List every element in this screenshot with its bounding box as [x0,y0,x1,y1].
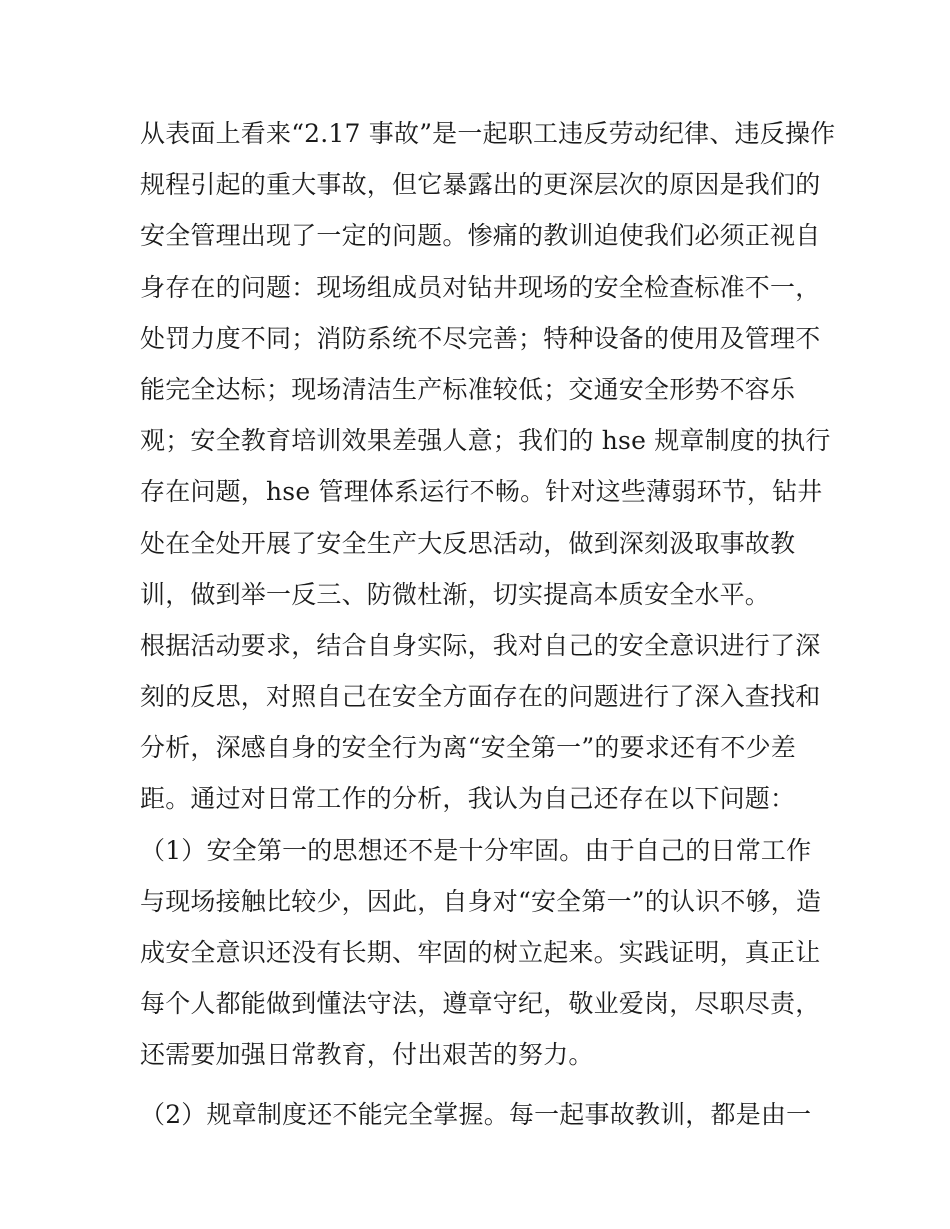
text-line: 距。通过对日常工作的分析，我认为自己还存在以下问题： [140,784,796,814]
text-line: 身存在的问题：现场组成员对钻井现场的安全检查标准不一， [140,272,821,302]
text-line: 成安全意识还没有长期、牢固的树立起来。实践证明，真正让 [140,938,821,967]
text-line: 还需要加强日常教育，付出艰苦的努力。 [140,1040,594,1070]
text-line: （1）安全第一的思想还不是十分牢固。由于自己的日常工作 [140,835,812,865]
text-line: 训，做到举一反三、防微杜渐，切实提高本质安全水平。 [140,579,771,609]
text-line: 存在问题，hse 管理体系运行不畅。针对这些薄弱环节，钻井 [140,477,823,507]
paragraph-3 [140,825,820,1081]
text-line: 安全管理出现了一定的问题。惨痛的教训迫使我们必须正视自 [140,221,821,251]
text-line: （2）规章制度还不能完全掌握。每一起事故教训，都是由一 [140,1099,812,1129]
text-line: 与现场接触比较少，因此，自身对“安全第一”的认识不够，造 [140,886,822,916]
document-body [140,108,836,1140]
paragraph-4 [140,1089,820,1140]
paragraph-2 [140,620,820,825]
text-line: 规程引起的重大事故，但它暴露出的更深层次的原因是我们的 [140,170,821,200]
text-line: 处罚力度不同；消防系统不尽完善；特种设备的使用及管理不 [140,323,821,353]
text-line: 根据活动要求，结合自身实际，我对自己的安全意识进行了深 [140,630,821,660]
text-line: 处在全处开展了安全生产大反思活动，做到深刻汲取事故教 [140,528,796,558]
paragraph-spacer [140,1081,820,1089]
text-line: 分析，深感自身的安全行为离“安全第一”的要求还有不少差 [140,733,796,763]
text-line: 从表面上看来“2.17 事故”是一起职工违反劳动纪律、违反操作 [140,119,836,148]
text-line: 刻的反思，对照自己在安全方面存在的问题进行了深入查找和 [140,682,821,712]
text-line: 每个人都能做到懂法守法，遵章守纪，敬业爱岗，尽职尽责， [140,989,821,1019]
text-line: 观；安全教育培训效果差强人意；我们的 hse 规章制度的执行 [140,426,831,456]
text-line: 能完全达标；现场清洁生产标准较低；交通安全形势不容乐 [140,374,796,404]
paragraph-1 [140,108,836,620]
